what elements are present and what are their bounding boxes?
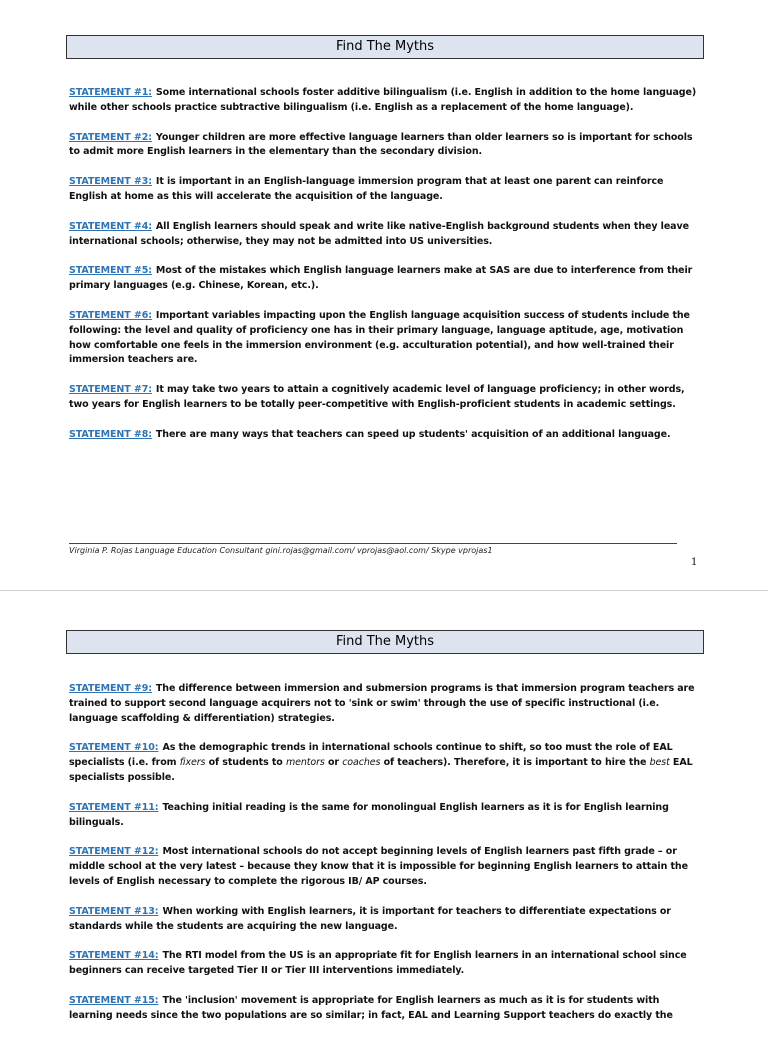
statement-paragraph [69,949,699,979]
statement-text: It is important in an English-language immersion program that at least one parent can reinforce English at home as this will accelerate the acquisition of the language. [69,176,664,202]
page-number: 1 [691,557,698,568]
statement-text: It may take two years to attain a cognitively academic level of language proficiency; in other words, two years for English learners to be totally peer-competitive with English-proficient students in academic settings. [69,384,685,410]
statement-text: best [649,757,670,769]
statement-text: of teachers). Therefore, it is important to hire the [380,757,650,769]
statement-text: or [324,757,343,769]
statement-label: STATEMENT #9: [69,683,152,694]
statement-list [69,86,699,458]
document-page-2 [0,590,768,1025]
statement-label: STATEMENT #15: [69,994,159,1006]
statement-paragraph [69,309,699,368]
statement-paragraph [69,86,699,116]
statement-label: STATEMENT #10: [69,742,159,754]
statement-paragraph [69,741,699,785]
statement-label: STATEMENT #14: [69,950,159,962]
statement-paragraph [69,905,699,935]
statement-label: STATEMENT #12: [69,846,159,858]
statement-paragraph [69,264,699,294]
statement-label: STATEMENT #3: [69,176,152,188]
statement-paragraph [69,131,699,161]
statement-text: When working with English learners, it is important for teachers to differentiate expectations or standards while the students are acquiring the new language. [69,905,671,932]
statement-paragraph [69,801,699,831]
statement-paragraph [69,682,699,726]
statement-label: STATEMENT #5: [69,265,152,277]
statement-label: STATEMENT #4: [69,220,152,232]
statement-label: STATEMENT #13: [69,905,159,917]
page-title: Find The Myths [66,630,704,654]
statement-text: The RTI model from the US is an appropriate fit for English learners in an international school since beginners can receive targeted Tier II or Tier III interventions immediately. [69,950,687,977]
statement-text: mentors [285,757,325,769]
statement-text: fixers [179,757,206,769]
statement-text: The difference between immersion and submersion programs is that immersion program teachers are trained to support second language acquirers not to 'sink or swim' through the use of specific instructional (i.e. language scaffolding & differentiation) strategies. [69,683,695,724]
statement-label: STATEMENT #8: [69,428,152,440]
statement-label: STATEMENT #2: [69,131,152,143]
statement-text: Some international schools foster additive bilingualism (i.e. English in addition to the home language) while other schools practice subtractive bilingualism (i.e. English as a replacement of the home language). [69,87,697,113]
statement-text: EAL specialists possible. [69,757,693,783]
statement-paragraph [69,220,699,250]
statement-text: All English learners should speak and write like native-English background students when they leave international schools; otherwise, they may not be admitted into US universities. [69,220,689,247]
statement-text: Younger children are more effective language learners than older learners so is important for schools to admit more English learners in the elementary than the secondary division. [69,131,693,158]
statement-paragraph [69,175,699,205]
statement-label: STATEMENT #11: [69,801,159,813]
statement-text: of students to [205,757,286,769]
page-title: Find The Myths [66,35,704,59]
statement-paragraph [69,383,699,413]
statement-text: As the demographic trends in international schools continue to shift, so too must the role of EAL specialists (i.e. from [69,742,673,769]
statement-list [69,682,699,1039]
statement-text: coaches [342,757,381,769]
statement-text: The 'inclusion' movement is appropriate for English learners as much as it is for students with learning needs since the two populations are so similar; in fact, EAL and Learning Support teachers do exactly the [69,994,673,1021]
statement-paragraph [69,994,699,1024]
footer-credit: Virginia P. Rojas Language Education Consultant gini.rojas@gmail.com/ vprojas@aol.com/ Skype vprojas1 [69,546,493,555]
footer-divider [69,543,677,544]
statement-text: Most international schools do not accept beginning levels of English learners past fifth grade – or middle school at the very latest – because they know that it is impossible for beginning English learners to attain the levels of English necessary to complete the rigorous IB/ AP courses. [69,846,688,887]
statement-text: Teaching initial reading is the same for monolingual English learners as it is for English learning bilinguals. [69,801,669,828]
statement-text: There are many ways that teachers can speed up students' acquisition of an additional language. [155,428,671,440]
statement-label: STATEMENT #1: [69,87,152,98]
statement-paragraph [69,428,699,443]
statement-text: Most of the mistakes which English language learners make at SAS are due to interference from their primary languages (e.g. Chinese, Korean, etc.). [69,265,693,292]
statement-paragraph [69,845,699,889]
statement-label: STATEMENT #6: [69,309,152,321]
statement-text: Important variables impacting upon the English language acquisition success of students include the following: the level and quality of proficiency one has in their primary language, language aptitude, age, motivation how comfortable one feels in the immersion environment (e.g. acculturation potential), and how well-trained their immersion teachers are. [69,309,690,366]
statement-label: STATEMENT #7: [69,384,152,396]
